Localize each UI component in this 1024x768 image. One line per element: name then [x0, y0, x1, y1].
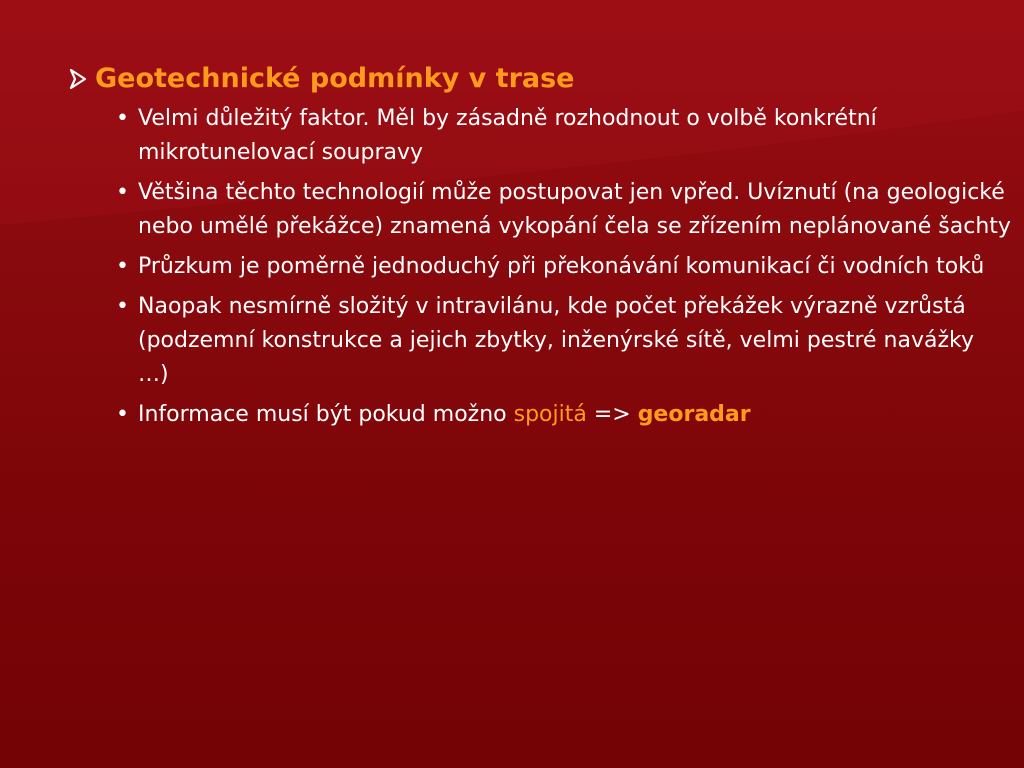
list-item-last: [114, 398, 1011, 432]
list-item-text: Velmi důležitý faktor. Měl by zásadně rozhodnout o volbě konkrétní mikrotunelovací soupravy: [138, 106, 877, 165]
bullet-dot: •: [116, 180, 129, 205]
list-item-text: Průzkum je poměrně jednoduchý při překonávání komunikací či vodních toků: [138, 254, 985, 279]
bullet-dot: •: [116, 294, 129, 319]
list-item: [114, 250, 1011, 284]
arrow-symbol: =>: [586, 402, 638, 427]
bullet-dot: •: [116, 254, 129, 279]
slide-content: [66, 62, 1011, 438]
bullet-list: [66, 102, 1011, 432]
bullet-dot: •: [116, 402, 129, 427]
list-item: [114, 102, 1011, 170]
heading-text: Geotechnické podmínky v trase: [95, 63, 575, 94]
highlight-word: spojitá: [513, 402, 587, 427]
list-item-text: Většina těchto technologií může postupovat jen vpřed. Uvíznutí (na geologické nebo umělé překážce) znamená vykopání čela se zřízením neplánované šachty: [138, 180, 1011, 239]
list-item-text: Naopak nesmírně složitý v intravilánu, kde počet překážek výrazně vzrůstá (podzemní konstrukce a jejich zbytky, inženýrské sítě, velmi pestré navážky …): [138, 294, 974, 387]
emphasis-word: georadar: [637, 402, 751, 427]
list-item: [114, 176, 1011, 244]
list-item-prefix: Informace musí být pokud možno: [138, 402, 514, 427]
list-item: [114, 290, 1011, 392]
bullet-dot: •: [116, 106, 129, 131]
slide-heading: [66, 62, 1011, 96]
arrow-bullet-icon: [66, 67, 90, 91]
